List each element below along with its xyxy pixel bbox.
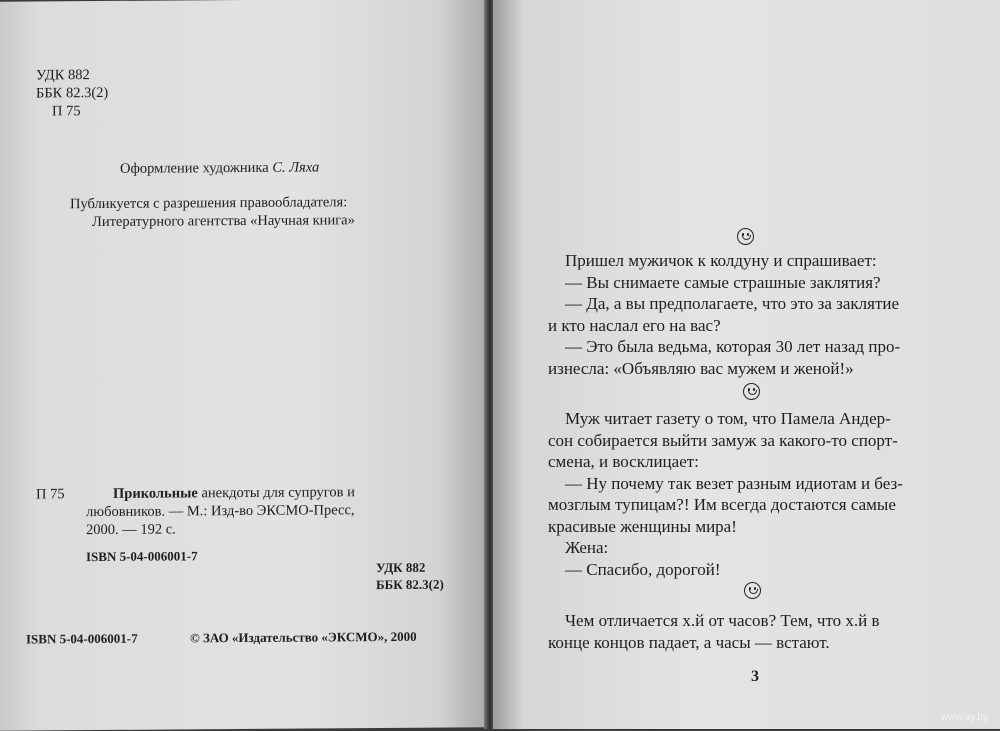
bottom-isbn: ISBN 5-04-006001-7 xyxy=(26,630,138,647)
joke-line: — Вы снимаете самые страшные заклятия? xyxy=(565,272,881,292)
joke-1 xyxy=(548,250,901,379)
joke-line: конце концов падает, а часы — встают. xyxy=(548,632,830,652)
design-artist: С. Ляха xyxy=(272,159,320,176)
bleed-through-ghost xyxy=(15,96,44,223)
joke-line: — Спасибо, дорогой! xyxy=(565,559,721,579)
udk-code: УДК 882 xyxy=(36,67,90,84)
author-sign-code: П 75 xyxy=(52,103,81,120)
smiley-icon xyxy=(737,228,754,245)
rights-line-1: Публикуется с разрешения правообладателя: xyxy=(70,194,348,213)
catalog-card-code: П 75 xyxy=(36,486,65,503)
joke-line: Чем отличается х.й от часов? Тем, что х.й в xyxy=(565,611,880,630)
page-number: 3 xyxy=(751,668,759,685)
catalog-card-bbk: ББК 82.3(2) xyxy=(376,576,444,593)
left-page xyxy=(0,0,487,731)
joke-2 xyxy=(548,408,903,580)
catalog-card-title: Прикольные xyxy=(113,485,198,502)
joke-line: мозглым тупицам?! Им всегда достаются самые xyxy=(548,495,896,514)
smiley-icon xyxy=(744,582,761,599)
joke-line: — Ну почему так везет разным идиотам и без- xyxy=(565,473,903,493)
joke-line: — Это была ведьма, которая 30 лет назад про- xyxy=(565,337,901,356)
joke-3 xyxy=(548,610,880,653)
catalog-card-isbn: ISBN 5-04-006001-7 xyxy=(86,548,198,565)
joke-line: Пришел мужичок к колдуну и спрашивает: xyxy=(565,251,877,270)
copyright-line: © ЗАО «Издательство «ЭКСМО», 2000 xyxy=(190,628,417,646)
joke-line: изнесла: «Объявляю вас мужем и женой!» xyxy=(548,358,854,378)
rights-line-2: Литературного агентства «Научная книга» xyxy=(92,212,355,231)
design-credit xyxy=(120,159,319,177)
joke-line: Жена: xyxy=(565,538,609,557)
bbk-code: ББК 82.3(2) xyxy=(36,84,109,102)
design-label: Оформление художника xyxy=(120,159,269,177)
smiley-icon xyxy=(743,383,760,400)
catalog-card-line-1 xyxy=(113,484,453,503)
joke-line: и кто наслал его на вас? xyxy=(548,315,721,335)
joke-line: — Да, а вы предполагаете, что это за заклятие xyxy=(565,294,900,313)
joke-line: красивые женщины мира! xyxy=(548,516,737,536)
joke-line: смена, и восклицает: xyxy=(548,452,699,471)
catalog-card-line-1-rest: анекдоты для супругов и xyxy=(201,484,355,502)
right-page xyxy=(493,0,1000,729)
joke-line: Муж читает газету о том, что Памела Андер- xyxy=(565,409,891,428)
catalog-card-udk: УДК 882 xyxy=(376,559,426,576)
site-watermark: www.ay.by xyxy=(940,712,988,723)
catalog-card-line-3: 2000. — 192 с. xyxy=(86,521,176,539)
joke-line: сон собирается выйти замуж за какого-то спорт- xyxy=(548,430,898,450)
catalog-card-line-2: любовников. — М.: Изд-во ЭКСМО-Пресс, xyxy=(86,502,355,521)
